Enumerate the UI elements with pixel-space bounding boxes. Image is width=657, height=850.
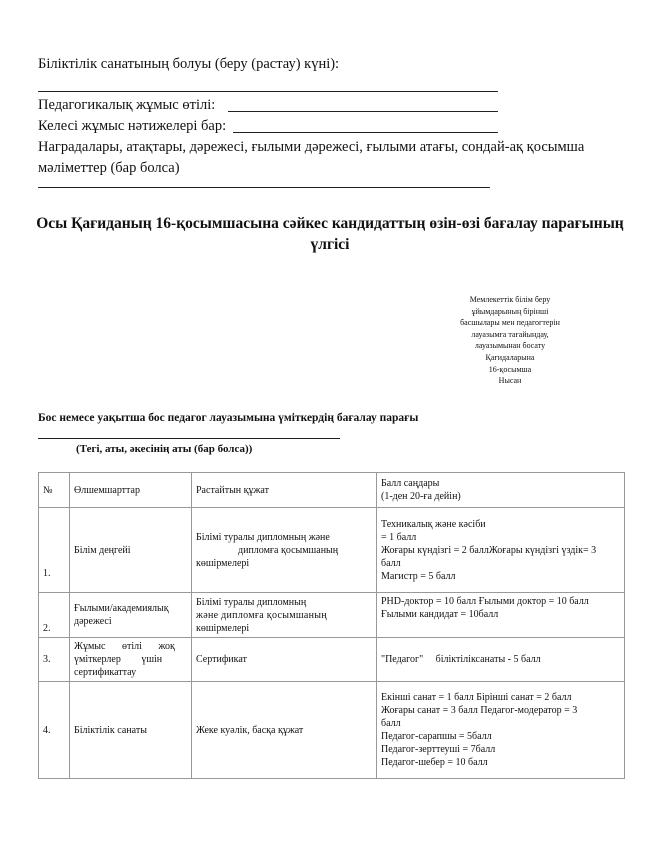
row-document xyxy=(192,508,377,593)
table-row xyxy=(39,508,625,593)
main-title-line1: Осы Қағиданың 16-қосымшасына сәйкес кандидаттың өзін-өзі бағалау парағының xyxy=(36,215,624,232)
row-document-line: Жеке куәлік, басқа құжат xyxy=(196,724,304,736)
experience-line xyxy=(228,111,498,112)
row-points xyxy=(377,508,625,593)
row-document-line: көшірмелері xyxy=(196,622,250,634)
row-points xyxy=(377,593,625,638)
annex-line: лауазымынан босату xyxy=(474,341,546,351)
qualification-date-label: Біліктілік санатының болуы (беру (растау) күні): xyxy=(38,56,340,72)
row-points xyxy=(377,682,625,779)
header-points xyxy=(377,473,625,508)
criteria-table xyxy=(38,472,625,779)
header-criteria: Өлшемшарттар xyxy=(70,473,192,508)
candidate-name-caption: (Тегі, аты, әкесінің аты (бар болса)) xyxy=(76,443,253,455)
row-num: 4. xyxy=(39,682,70,779)
row-points xyxy=(377,638,625,682)
header-num: № xyxy=(39,473,70,508)
results-label: Келесі жұмыс нәтижелері бар: xyxy=(38,118,227,134)
awards-label-line2: мәліметтер (бар болса) xyxy=(38,160,180,176)
qualification-date-line xyxy=(38,91,498,92)
row-document xyxy=(192,638,377,682)
row-points-line: Екінші санат = 1 балл Бірінші санат = 2 балл xyxy=(381,692,572,703)
row-criteria-line: Білім деңгейі xyxy=(74,544,131,556)
row-document xyxy=(192,682,377,779)
annex-line: 16-қосымша xyxy=(488,364,532,374)
row-criteria-line: Біліктілік санаты xyxy=(74,724,147,736)
row-criteria xyxy=(70,682,192,779)
sheet-title: Бос немесе уақытша бос педагог лауазымына үміткердің бағалау парағы xyxy=(38,412,419,424)
row-document-line: және дипломға қосымшаның xyxy=(196,609,327,621)
row-points-line: Жоғары санат = 3 балл Педагог-модератор = 3 xyxy=(381,705,578,716)
header-points-line2: (1-ден 20-ға дейін) xyxy=(381,491,461,502)
row-document-line: Білімі туралы дипломның және xyxy=(196,531,330,543)
annex-note xyxy=(450,294,570,387)
row-criteria-line: дәрежесі xyxy=(74,616,112,627)
row-points-line: Педагог-зерттеуші = 7балл xyxy=(381,744,496,755)
row-points-line: Педагог-шебер = 10 балл xyxy=(381,757,488,768)
row-criteria xyxy=(70,593,192,638)
results-line xyxy=(233,132,498,133)
annex-line: ұйымдарының бірінші xyxy=(471,306,549,316)
row-num: 2. xyxy=(39,593,70,638)
row-points-line: Жоғары күндізгі = 2 баллЖоғары күндізгі үздік= 3 xyxy=(381,544,597,556)
awards-line xyxy=(38,187,490,188)
header-points-line1: Балл саңдары xyxy=(381,478,440,489)
annex-line: басшылары мен педагогтерін xyxy=(460,318,560,328)
experience-label: Педагогикалық жұмыс өтілі: xyxy=(38,97,216,113)
table-row xyxy=(39,593,625,638)
annex-line: Мемлекеттік білім беру xyxy=(469,295,551,304)
row-criteria-line: Ғылыми/академиялық xyxy=(74,603,169,614)
candidate-name-line xyxy=(38,438,340,439)
row-num: 1. xyxy=(39,508,70,593)
row-points-line: Техникалық және кәсіби xyxy=(381,518,486,530)
row-document-line: Сертификат xyxy=(196,654,247,665)
awards-label-line1: Наградалары, атақтары, дәрежесі, ғылыми дәрежесі, ғылыми атағы, сондай-ақ қосымша xyxy=(38,139,585,155)
row-criteria-line: Жұмыс өтілі жоқ xyxy=(74,641,175,652)
row-points-line: "Педагог" біліктіліксанаты - 5 балл xyxy=(381,654,541,665)
row-criteria-line: сертификаттау xyxy=(74,667,137,678)
row-points-line: Педагог-сарапшы = 5балл xyxy=(381,731,492,742)
row-document xyxy=(192,593,377,638)
row-criteria xyxy=(70,508,192,593)
row-criteria-line: үміткерлер үшін xyxy=(74,654,163,665)
table-row xyxy=(39,682,625,779)
row-points-line: Магистр = 5 балл xyxy=(381,570,456,582)
row-points-line: = 1 балл xyxy=(381,531,417,543)
row-num: 3. xyxy=(39,638,70,682)
table-header-row xyxy=(39,473,625,508)
main-title xyxy=(30,213,630,255)
annex-form-label: Нысан xyxy=(498,376,522,386)
row-criteria xyxy=(70,638,192,682)
row-points-line: Ғылыми кандидат = 10балл xyxy=(381,609,499,620)
annex-line: Қағидаларына xyxy=(485,352,535,362)
table-row xyxy=(39,638,625,682)
row-document-line: дипломға қосымшаның xyxy=(238,544,339,556)
row-document-line: Білімі туралы дипломның xyxy=(196,596,307,608)
row-document-line: көшірмелері xyxy=(196,557,250,569)
header-document: Растайтын құжат xyxy=(192,473,377,508)
annex-line: лауазымға тағайындау, xyxy=(471,329,549,339)
row-points-line: балл xyxy=(381,718,401,729)
row-points-line: PHD-доктор = 10 балл Ғылыми доктор = 10 балл xyxy=(381,596,589,607)
main-title-line2: үлгісі xyxy=(310,236,350,253)
row-points-line: балл xyxy=(381,557,401,569)
